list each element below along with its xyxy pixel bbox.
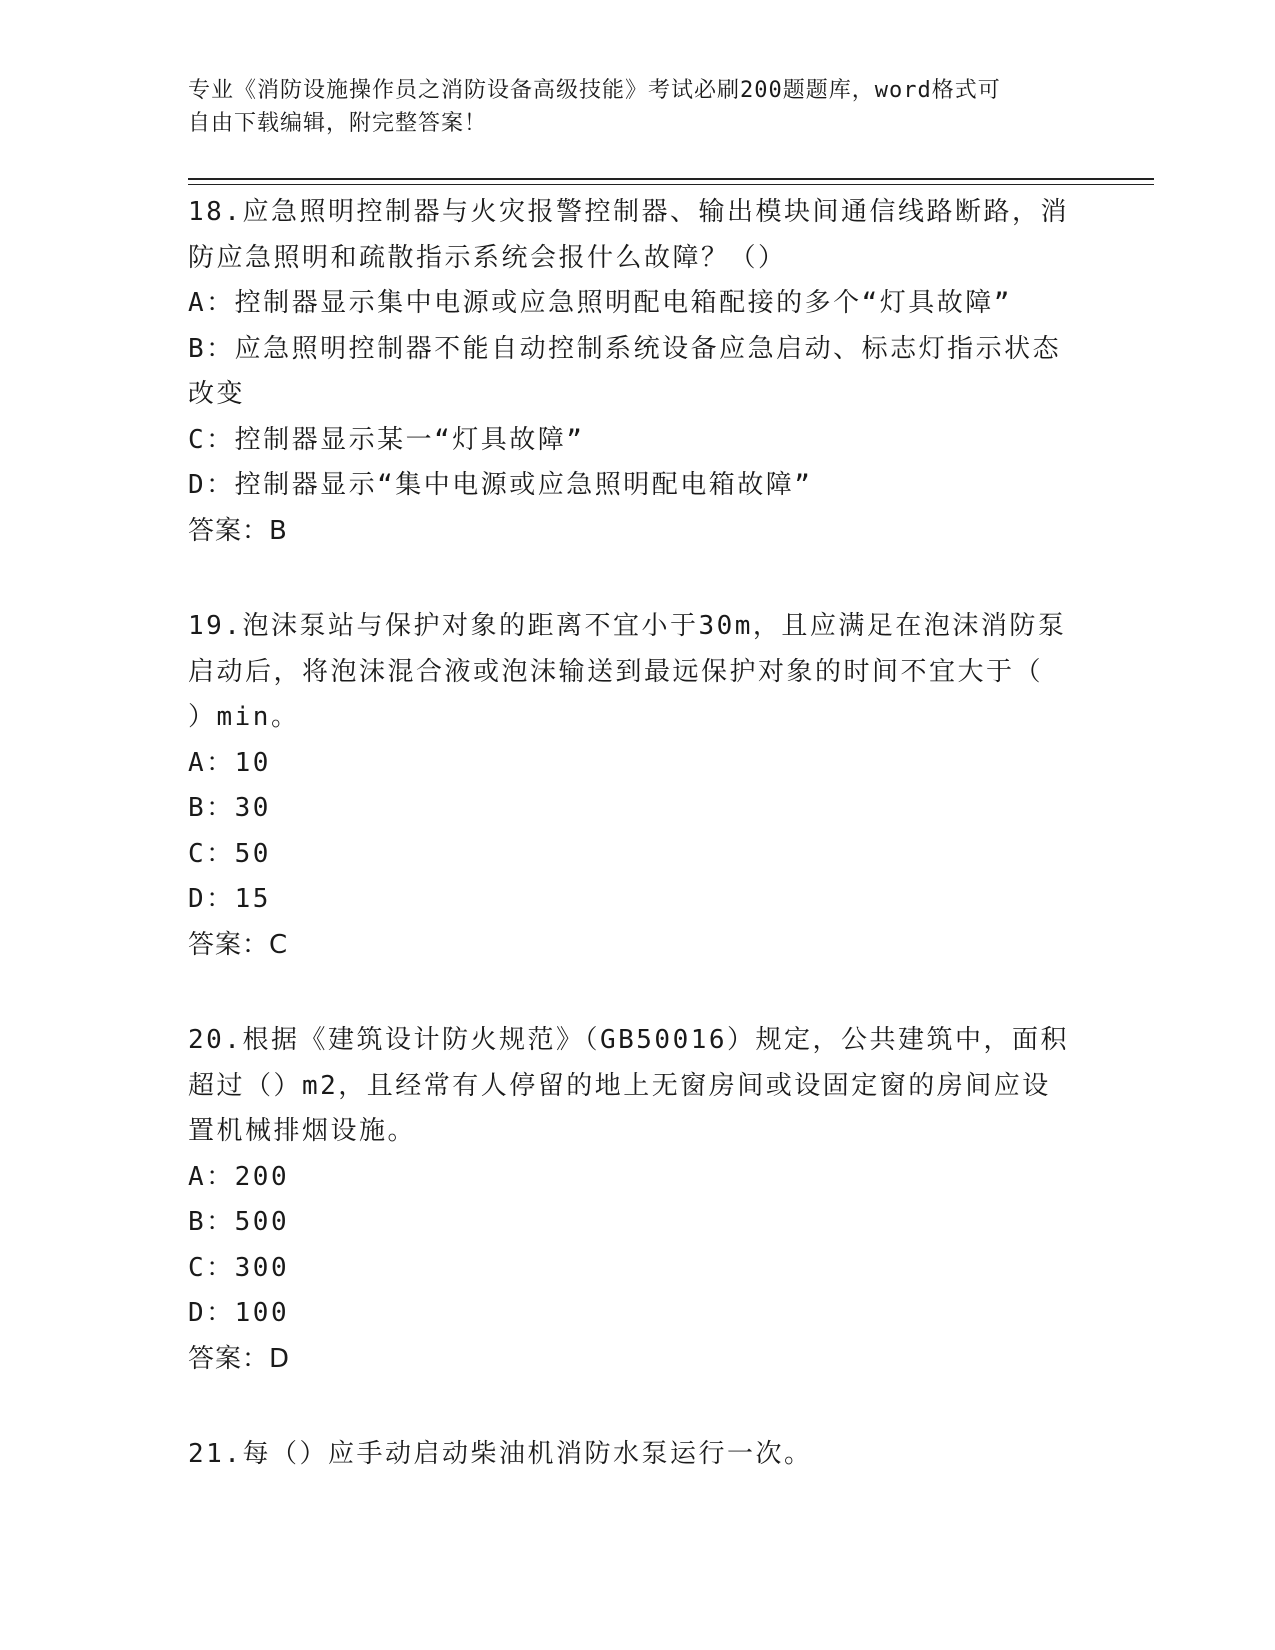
- question-stem: [188, 190, 1088, 281]
- header-line-1: 专业《消防设施操作员之消防设备高级技能》考试必刷200题题库，word格式可: [188, 78, 1001, 103]
- question-stem: [188, 1432, 1088, 1478]
- question-stem-line: 19.泡沫泵站与保护对象的距离不宜小于30m，且应满足在泡沫消防泵: [188, 611, 1067, 641]
- question-block: [188, 190, 1088, 554]
- answer-option-line: C：控制器显示某一“灯具故障”: [188, 424, 585, 455]
- question-list: [188, 190, 1088, 1528]
- answer-option: [188, 1155, 1088, 1201]
- answer-option-line: C：300: [188, 1252, 290, 1283]
- header-divider-thin: [188, 184, 1154, 185]
- answer-option: [188, 786, 1088, 832]
- question-stem-line: 21.每（）应手动启动柴油机消防水泵运行一次。: [188, 1439, 813, 1469]
- answer-option-line: B：应急照明控制器不能自动控制系统设备应急启动、标志灯指示状态: [188, 333, 1062, 364]
- question-stem: [188, 604, 1088, 741]
- question-stem-line: ）min。: [188, 702, 300, 732]
- question-stem-line: 18.应急照明控制器与火灾报警控制器、输出模块间通信线路断路，消: [188, 197, 1069, 227]
- question-stem: [188, 1018, 1088, 1155]
- question-block: [188, 1432, 1088, 1478]
- answer-option-line: C：50: [188, 838, 271, 869]
- answer-option: [188, 327, 1088, 418]
- answer-option: [188, 281, 1088, 327]
- answer-option: [188, 463, 1088, 509]
- question-block: [188, 1018, 1088, 1382]
- answer-option-line: B：500: [188, 1207, 290, 1237]
- answer-option-line: A：控制器显示集中电源或应急照明配电箱配接的多个“灯具故障”: [188, 288, 1012, 318]
- answer-option: [188, 832, 1088, 878]
- answer-option: [188, 418, 1088, 464]
- answer-option-line: D：15: [188, 884, 271, 914]
- answer-option-line: D：控制器显示“集中电源或应急照明配电箱故障”: [188, 470, 813, 500]
- answer-key: 答案：B: [188, 515, 288, 546]
- answer-option: [188, 1291, 1088, 1337]
- answer-option-line: 改变: [188, 379, 246, 409]
- question-stem-line: 防应急照明和疏散指示系统会报什么故障？（）: [188, 242, 787, 273]
- answer-option-line: D：100: [188, 1298, 290, 1328]
- answer-option-line: A：200: [188, 1161, 290, 1192]
- question-stem-line: 启动后，将泡沫混合液或泡沫输送到最远保护对象的时间不宜大于（: [188, 656, 1044, 687]
- answer-option: [188, 741, 1088, 787]
- answer-option: [188, 1200, 1088, 1246]
- answer-key: 答案：C: [188, 929, 289, 960]
- header-divider-thick: [188, 178, 1154, 180]
- question-stem-line: 超过（）m2，且经常有人停留的地上无窗房间或设固定窗的房间应设: [188, 1070, 1051, 1101]
- answer-option: [188, 877, 1088, 923]
- answer-option-line: A：10: [188, 747, 271, 778]
- question-block: [188, 604, 1088, 968]
- question-stem-line: 置机械排烟设施。: [188, 1116, 417, 1146]
- answer-option-line: B：30: [188, 793, 271, 823]
- answer-option: [188, 1246, 1088, 1292]
- answer-key: 答案：D: [188, 1343, 291, 1374]
- question-stem-line: 20.根据《建筑设计防火规范》（GB50016）规定，公共建筑中，面积: [188, 1025, 1070, 1055]
- document-header: [188, 74, 1088, 140]
- header-line-2: 自由下载编辑，附完整答案！: [188, 111, 488, 136]
